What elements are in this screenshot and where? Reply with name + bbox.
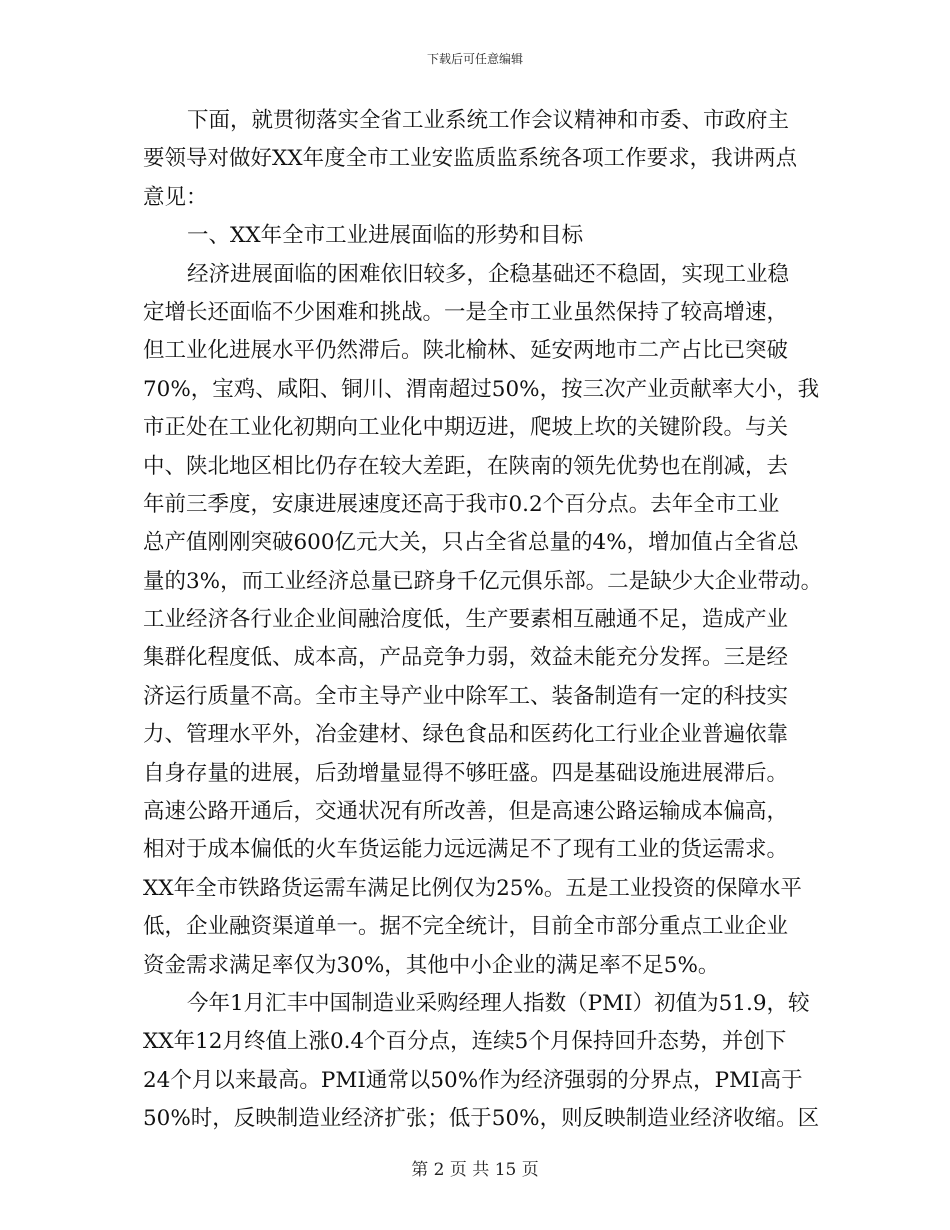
paragraph-line: 低，企业融资渠道单一。据不完全统计，目前全市部分重点工业企业 bbox=[143, 914, 789, 940]
paragraph-line: XX年12月终值上涨0.4个百分点，连续5个月保持回升态势，并创下 bbox=[143, 1029, 787, 1055]
document-body bbox=[143, 102, 823, 1139]
paragraph-line: 24个月以来最高。PMI通常以50%作为经济强弱的分界点，PMI高于 bbox=[143, 1067, 803, 1093]
paragraph-line: 70%，宝鸡、咸阳、铜川、渭南超过50%，按三次产业贡献率大小，我 bbox=[143, 376, 820, 402]
paragraph-line: XX年全市铁路货运需车满足比例仅为25%。五是工业投资的保障水平 bbox=[143, 875, 802, 901]
paragraph-line: 下面，就贯彻落实全省工业系统工作会议精神和市委、市政府主 bbox=[187, 108, 790, 133]
section-heading: 一、XX年全市工业进展面临的形势和目标 bbox=[187, 223, 584, 249]
paragraph-line: 意见： bbox=[143, 184, 208, 210]
paragraph-line: 高速公路开通后，交通状况有所改善，但是高速公路运输成本偏高， bbox=[143, 799, 789, 825]
paragraph-line: 市正处在工业化初期向工业化中期迈进，爬坡上坎的关键阶段。与关 bbox=[143, 415, 789, 441]
paragraph-line: 总产值刚刚突破600亿元大关，只占全省总量的4%，增加值占全省总 bbox=[143, 530, 799, 556]
paragraph-line: 集群化程度低、成本高，产品竞争力弱，效益未能充分发挥。三是经 bbox=[143, 645, 789, 671]
paragraph-line: 中、陕北地区相比仍存在较大差距，在陕南的领先优势也在削减，去 bbox=[143, 453, 789, 479]
paragraph-line: 要领导对做好XX年度全市工业安监质监系统各项工作要求，我讲两点 bbox=[143, 146, 798, 172]
page-number: 第 2 页 共 15 页 bbox=[411, 1160, 539, 1180]
paragraph-line: 自身存量的进展，后劲增量显得不够旺盛。四是基础设施进展滞后。 bbox=[143, 760, 789, 786]
paragraph-line: 量的3%，而工业经济总量已跻身千亿元俱乐部。二是缺少大企业带动。 bbox=[143, 568, 823, 594]
paragraph-line: 力、管理水平外，冶金建材、绿色食品和医药化工行业企业普遍依靠 bbox=[143, 722, 789, 748]
paragraph-line: 经济进展面临的困难依旧较多，企稳基础还不稳固，实现工业稳 bbox=[187, 261, 790, 287]
paragraph-line: 相对于成本偏低的火车货运能力远远满足不了现有工业的货运需求。 bbox=[143, 837, 789, 863]
paragraph-line: 济运行质量不高。全市主导产业中除军工、装备制造有一定的科技实 bbox=[143, 683, 789, 709]
paragraph-line: 定增长还面临不少困难和挑战。一是全市工业虽然保持了较高增速， bbox=[143, 299, 789, 325]
paragraph-line: 资金需求满足率仅为30%，其他中小企业的满足率不足5%。 bbox=[143, 952, 720, 978]
paragraph-line: 今年1月汇丰中国制造业采购经理人指数（PMI）初值为51.9，较 bbox=[187, 990, 810, 1016]
paragraph-line: 年前三季度，安康进展速度还高于我市0.2个百分点。去年全市工业 bbox=[143, 491, 780, 517]
page-header: 下载后可任意编辑 bbox=[426, 52, 523, 66]
paragraph-line: 但工业化进展水平仍然滞后。陕北榆林、延安两地市二产占比已突破 bbox=[143, 338, 789, 364]
paragraph-line: 50%时，反映制造业经济扩张；低于50%，则反映制造业经济收缩。区 bbox=[143, 1106, 820, 1132]
paragraph-line: 工业经济各行业企业间融洽度低，生产要素相互融通不足，造成产业 bbox=[143, 607, 789, 633]
